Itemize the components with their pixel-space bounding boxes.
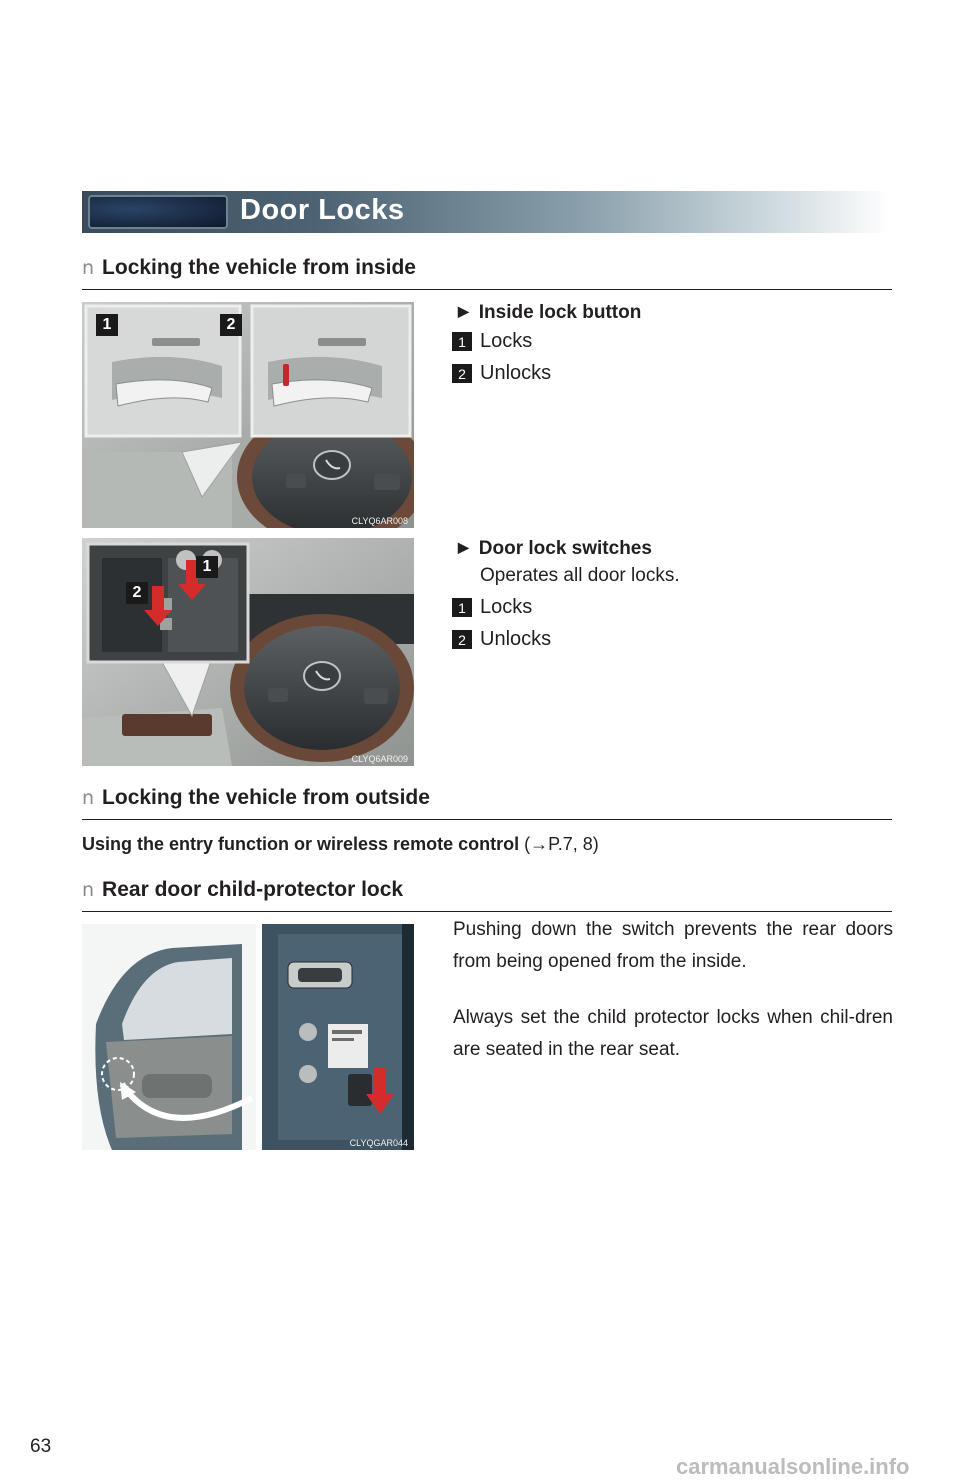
image-code: CLYQ6AR008 bbox=[351, 516, 408, 526]
child-lock-paragraph-2: Always set the child protector locks when chil-dren are seated in the rear seat. bbox=[453, 1007, 893, 1060]
page-reference-link[interactable]: (→P.7, 8) bbox=[519, 834, 599, 854]
triangle-bullet-icon: ▶ bbox=[458, 539, 469, 555]
section-header-inside bbox=[82, 256, 892, 290]
page-number: 63 bbox=[30, 1436, 52, 1457]
inside-lock-item-1 bbox=[452, 330, 532, 353]
inside-lock-item-2 bbox=[452, 362, 551, 385]
inside-lock-photo bbox=[82, 302, 414, 528]
outside-lock-text bbox=[82, 828, 599, 860]
bullet-icon: n bbox=[82, 879, 95, 901]
section-header-outside bbox=[82, 786, 892, 820]
section-title-bar bbox=[82, 191, 890, 233]
section-title-inside: Locking the vehicle from inside bbox=[102, 256, 416, 279]
bullet-icon: n bbox=[82, 787, 95, 809]
child-lock-photo bbox=[82, 924, 414, 1150]
door-switch-heading: ▶ Door lock switches bbox=[458, 538, 652, 559]
number-badge: 2 bbox=[452, 630, 472, 649]
triangle-bullet-icon: ▶ bbox=[458, 303, 469, 319]
callout-2: 2 bbox=[126, 582, 148, 604]
item-label: Locks bbox=[480, 330, 533, 352]
title-emblem bbox=[88, 195, 228, 229]
outside-lock-text-bold: Using the entry function or wireless remote control bbox=[82, 834, 520, 854]
section-title-outside: Locking the vehicle from outside bbox=[102, 786, 430, 809]
callout-1: 1 bbox=[196, 556, 218, 578]
number-badge: 2 bbox=[452, 364, 472, 383]
item-label: Unlocks bbox=[480, 362, 552, 384]
section-title-child: Rear door child-protector lock bbox=[102, 878, 404, 901]
child-lock-paragraph-1: Pushing down the switch prevents the rear doors from being opened from the inside. bbox=[453, 919, 893, 972]
section-header-child bbox=[82, 878, 892, 912]
callout-2: 2 bbox=[220, 314, 242, 336]
number-badge: 1 bbox=[452, 598, 472, 617]
callout-1: 1 bbox=[96, 314, 118, 336]
image-code: CLYQ6AR009 bbox=[351, 754, 408, 764]
page-title: Door Locks bbox=[240, 194, 405, 226]
item-label: Unlocks bbox=[480, 628, 552, 650]
door-switch-photo bbox=[82, 538, 414, 766]
door-switch-item-1 bbox=[452, 596, 532, 619]
item-label: Locks bbox=[480, 596, 533, 618]
bullet-icon: n bbox=[82, 257, 95, 279]
watermark: carmanualsonline.info bbox=[676, 1454, 910, 1479]
door-switch-description: Operates all door locks. bbox=[480, 565, 680, 586]
image-code: CLYQGAR044 bbox=[349, 1138, 408, 1148]
door-switch-item-2 bbox=[452, 628, 551, 651]
number-badge: 1 bbox=[452, 332, 472, 351]
inside-lock-heading: ▶ Inside lock button bbox=[458, 302, 642, 323]
